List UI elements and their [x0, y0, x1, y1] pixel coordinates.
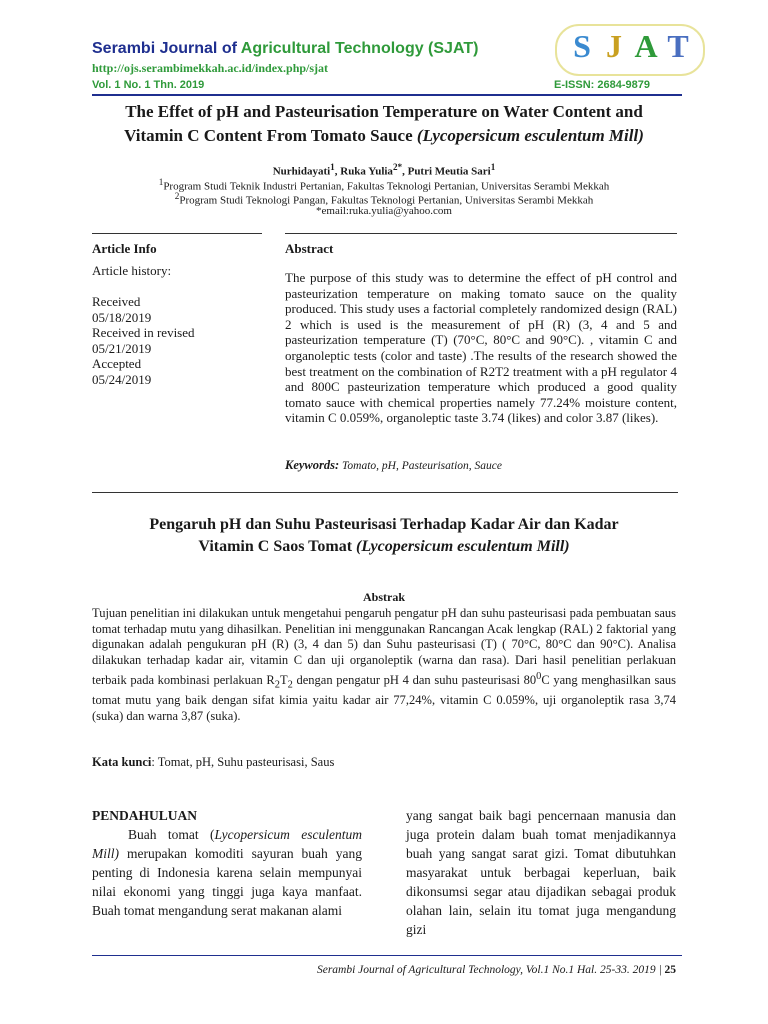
title-line-2 [92, 124, 676, 148]
indonesian-title-latin: (Lycopersicum esculentum Mill) [356, 538, 570, 555]
body-left-paragraph [92, 825, 362, 920]
journal-title [92, 40, 478, 58]
title-latin: (Lycopersicum esculentum Mill) [416, 126, 644, 145]
title-line-1: The Effet of pH and Pasteurisation Temperature on Water Content and [125, 102, 643, 121]
journal-title-part1: Serambi Journal of [92, 40, 241, 57]
pendahuluan-heading: PENDAHULUAN [92, 808, 198, 823]
author-2-sup: 2* [392, 162, 403, 172]
section-rule [92, 492, 678, 493]
abstrak-text [92, 606, 676, 725]
abstrak-t-letter: T [279, 672, 288, 687]
keywords [285, 458, 502, 473]
article-title [92, 100, 676, 148]
kata-kunci [92, 755, 334, 770]
footer-citation-text: Serambi Journal of Agricultural Technology, Vol.1 No.1 Hal. 25-33. 2019 | [316, 964, 665, 976]
journal-title-part2: Agricultural Technology (SJAT) [240, 40, 479, 57]
keywords-label: Keywords: [285, 458, 340, 472]
body-left-text: merupakan komoditi sayuran buah yang penting di Indonesia karena selain mempunyai nilai ekonomi yang tinggi juga kaya manfaat. Buah tomat mengandung serat makanan alami [92, 846, 362, 918]
affiliation-2: $^2$Program Studi Teknologi Pangan, Fakultas Teknologi Pertanian, Universitas Serambi Mekkah [174, 191, 594, 207]
abstrak-text-a: Tujuan penelitian ini dilakukan untuk mengetahui pengaruh pengatur pH dan suhu pasteurisasi pada pembuatan saus tomat terhadap mutu yang dihasilkan. Penelitian ini menggunakan Rancangan Acak lengkap (RAL) 2 faktorial yang digunakan adalah pengukuran pH (R) (3, 4 dan 5) dan Suhu pasteurisasi (T) ( 70°C, 80°C dan 90°C). Analisa dilakukan terhadap kadar air, vitamin C dan uji organoleptik (warna dan rasa). Dari hasil penelitian perlakuan terbaik pada kombinasi perlakuan R [92, 606, 676, 687]
info-rule [92, 233, 262, 234]
abstrak-text-c: C yang menghasilkan saus tomat mutu yang baik dengan sifat kimia yaitu kadar air 77,24%, vitamin C 0.059%, uji organoleptik rasa 3,74 (suka) dan warna 3,87 (suka). [92, 672, 676, 723]
indonesian-title-line-1: Pengaruh pH dan Suhu Pasteurisasi Terhadap Kadar Air dan Kadar [149, 516, 619, 533]
footer-rule [92, 955, 682, 956]
revised-date: 05/21/2019 [92, 340, 152, 356]
author-3-sup: 1 [490, 162, 496, 172]
revised-label: Received in revised [92, 325, 195, 341]
body-left-latin: Lycopersicum esculentum Mill) [92, 827, 362, 861]
logo-letter-s: S [573, 28, 591, 64]
article-info-heading: Article Info [92, 241, 157, 256]
abstrak-sup-degree: 0 [536, 670, 542, 682]
volume-info: Vol. 1 No. 1 Thn. 2019 [92, 79, 205, 91]
affiliation-1-text: Program Studi Teknik Industri Pertanian, Fakultas Teknologi Pertanian, Universitas Serambi Mekkah [163, 180, 610, 193]
received-date: 05/18/2019 [92, 309, 152, 325]
article-dates [92, 294, 195, 388]
body-left-column [92, 806, 362, 920]
page-number: 25 [664, 964, 676, 976]
abstrak-text-b: dengan pengatur pH 4 dan suhu pasteurisasi 80 [292, 672, 537, 687]
abstract-rule [285, 233, 677, 234]
article-history-label: Article history: [92, 263, 172, 278]
indonesian-title-line-2 [92, 536, 676, 558]
indonesian-title [92, 514, 676, 558]
received-label: Received [92, 294, 141, 309]
author-email[interactable]: *email:ruka.yulia@yahoo.com [316, 205, 452, 217]
journal-logo [566, 28, 694, 65]
issn: E-ISSN: 2684-9879 [554, 79, 650, 91]
abstrak-heading: Abstrak [362, 590, 405, 604]
author-1-sup: 1 [330, 162, 335, 172]
abstrak-sub-1: 2 [274, 679, 280, 691]
journal-url[interactable]: http://ojs.serambimekkah.ac.id/index.php/sjat [92, 61, 329, 75]
footer-citation [92, 964, 676, 976]
affiliation-1: $^1$Program Studi Teknik Industri Pertanian, Fakultas Teknologi Pertanian, Universitas Serambi Mekkah [158, 177, 610, 193]
title-line-2-text: Vitamin C Content From Tomato Sauce [124, 126, 417, 145]
body-right-column: yang sangat baik bagi pencernaan manusia dan juga protein dalam buah tomat menjadikannya buah yang sangat sarat gizi. Tomat dibutuhkan masyarakat untuk berbagai keperluan, baik dikonsumsi segar atau dijadikan sebagai produk olahan lain, selain itu tomat juga mengandung gizi [406, 808, 676, 937]
abstrak-sub-2: 2 [287, 679, 293, 691]
accepted-label: Accepted [92, 356, 142, 372]
abstract-text: The purpose of this study was to determine the effect of pH control and pasteurization temperature on making tomato sauce on the quality produced. This study uses a factorial completely randomized design (RAL) 2 which is used is the measurement of pH (R) (3, 4 and 5 and pasteurization temperature (T) (70°C, 80°C and 90°C). , vitamin C and organoleptic tests (color and taste) .The results of the research showed the best treatment on the combination of R2T2 treatment with a pH regulator 4 and 800C pasteurization temperature which produced a good quality tomato sauce with chemical properties namely 77.24% moisture content, vitamin C 0.059%, organoleptic taste 3.74 (likes) and color 3.87 (likes). [285, 270, 677, 426]
kata-kunci-list: : Tomat, pH, Suhu pasteurisasi, Saus [151, 755, 335, 769]
accepted-date: 05/24/2019 [92, 371, 152, 387]
keywords-list: Tomato, pH, Pasteurisation, Sauce [339, 460, 502, 472]
abstract-heading: Abstract [285, 241, 334, 256]
authors: Nurhidayati$^1$, Ruka Yulia$^{2*}$, Putri Meutia Sari$^1$ [272, 162, 496, 178]
logo-letter-a: A [634, 28, 658, 64]
logo-letter-j: J [606, 28, 622, 64]
kata-kunci-label: Kata kunci [92, 755, 152, 769]
header-rule [92, 94, 682, 96]
author-3: Putri Meutia Sari [407, 165, 491, 178]
author-2: Ruka Yulia [340, 165, 393, 178]
affiliation-2-text: Program Studi Teknologi Pangan, Fakultas Teknologi Pertanian, Universitas Serambi Mekkah [179, 194, 594, 207]
author-1: Nurhidayati [272, 165, 331, 178]
indonesian-title-line-2-text: Vitamin C Saos Tomat [198, 538, 357, 555]
body-left-intro: Buah tomat ( [128, 827, 215, 842]
logo-letter-t: T [667, 28, 689, 64]
